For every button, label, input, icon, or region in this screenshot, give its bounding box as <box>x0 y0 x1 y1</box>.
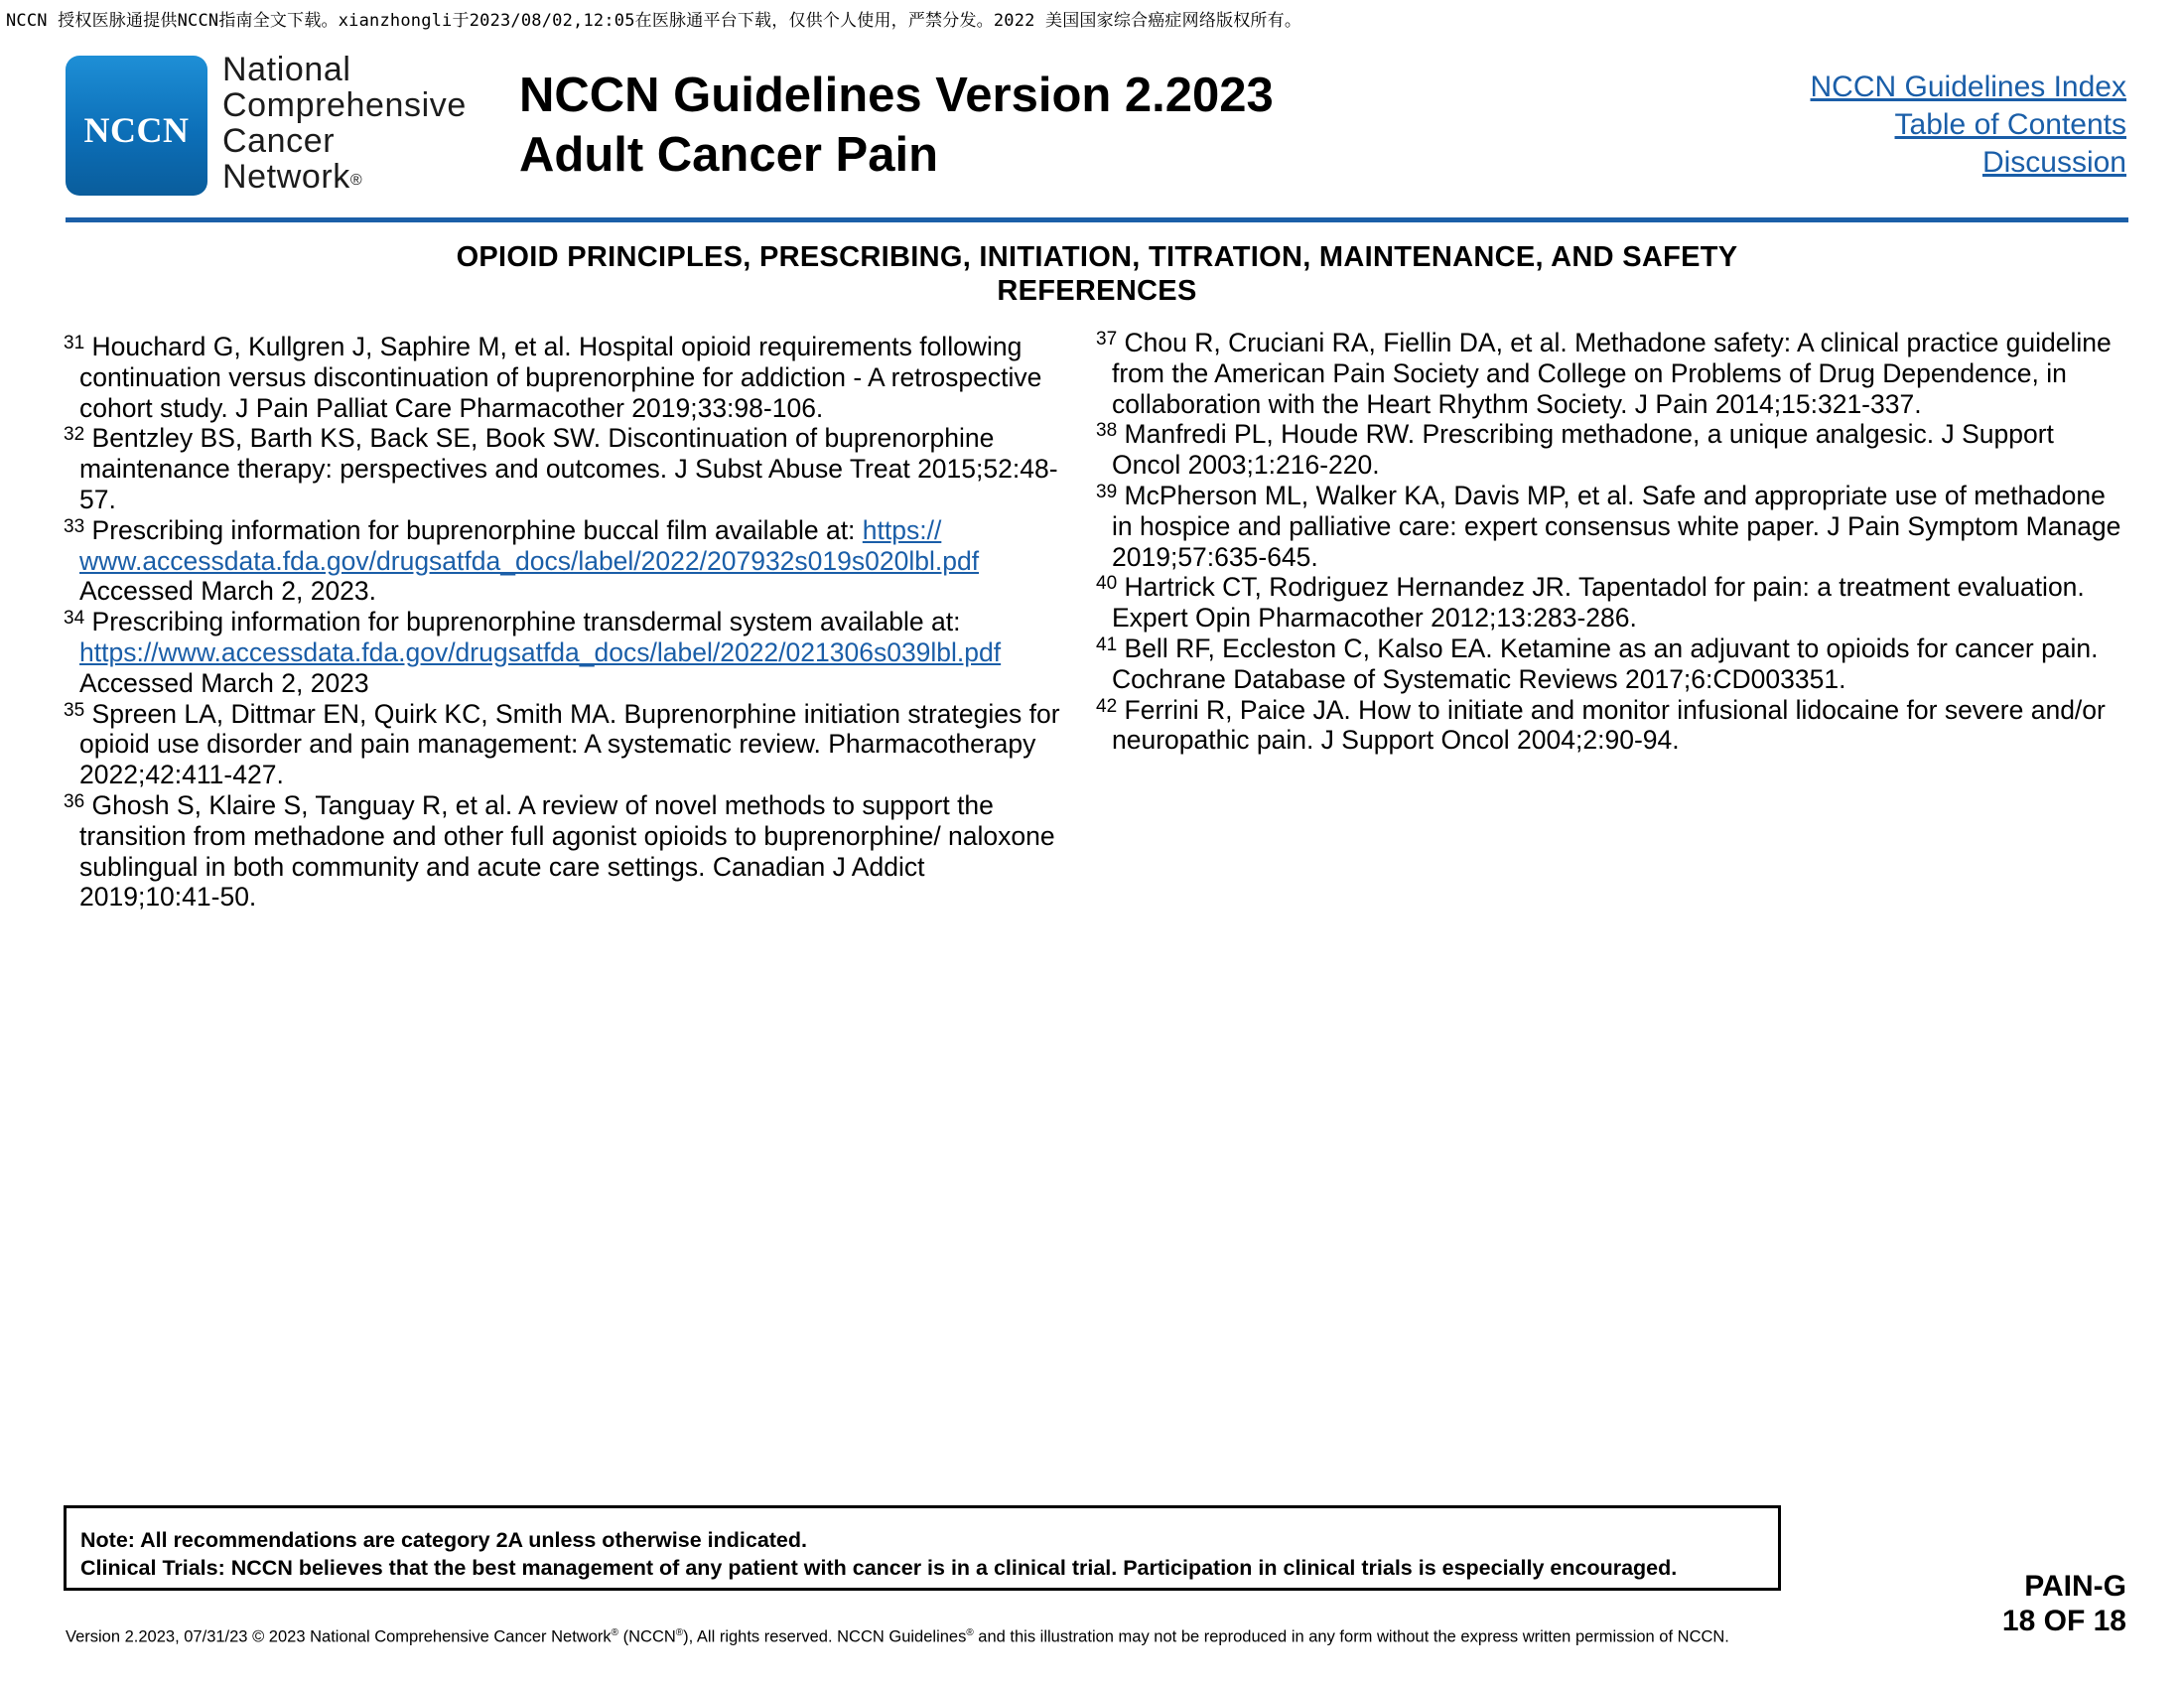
reference-number: 35 <box>64 699 85 721</box>
document-title <box>519 66 1274 185</box>
reference-link[interactable]: https://www.accessdata.fda.gov/drugsatfda_docs/label/2022/021306s039lbl.pdf <box>79 636 1002 667</box>
reference-item <box>64 332 1066 423</box>
guideline-nav <box>1811 69 2126 182</box>
reference-number: 42 <box>1096 695 1118 717</box>
discussion-link[interactable]: Discussion <box>1981 146 2126 179</box>
section-title: OPIOID PRINCIPLES, PRESCRIBING, INITIATION, TITRATION, MAINTENANCE, AND SAFETY <box>456 241 1738 273</box>
registered-mark: ® <box>966 1627 974 1638</box>
reference-item <box>1096 572 2128 633</box>
nccn-logo <box>66 56 207 196</box>
logo-text: NCCN <box>83 109 190 150</box>
reference-number: 33 <box>64 515 85 537</box>
reference-number: 37 <box>1096 329 1118 350</box>
section-subtitle: REFERENCES <box>997 275 1197 307</box>
reference-number: 31 <box>64 333 85 353</box>
reference-item <box>64 515 1066 607</box>
reference-item <box>1096 695 2128 757</box>
reference-text: Ferrini R, Paice JA. How to initiate and monitor infusional lidocaine for severe and/or neuropathic pain. J Support Oncol 2004;2:90-94. <box>1112 694 2106 756</box>
reference-link[interactable]: https:// <box>862 514 942 545</box>
org-name-line: Cancer <box>222 122 336 160</box>
reference-number: 32 <box>64 424 85 446</box>
registered-mark: ® <box>611 1627 619 1638</box>
registered-mark: ® <box>349 172 363 189</box>
references-right-column <box>1096 328 2128 756</box>
reference-item <box>64 607 1066 698</box>
reference-text: Bentzley BS, Barth KS, Back SE, Book SW. Discontinuation of buprenorphine maintenance therapy: perspectives and outcomes. J Subst Abuse Treat 2015;52:48-57. <box>79 423 1058 514</box>
reference-item <box>1096 328 2128 419</box>
recommendation-note-box <box>64 1505 1781 1591</box>
org-name-line: Comprehensive <box>222 86 467 124</box>
reference-text: Ghosh S, Klaire S, Tanguay R, et al. A review of novel methods to support the transition from methadone and other full agonist opioids to buprenorphine/ naloxone sublingual in both community and acute care settings. Canadian J Addict 2019;10:41-50. <box>79 789 1055 913</box>
footer-text: ), All rights reserved. NCCN Guidelines <box>683 1627 967 1646</box>
reference-text: Prescribing information for buprenorphine buccal film available at: <box>91 514 863 545</box>
reference-accessed: Accessed March 2, 2023. <box>79 576 377 607</box>
reference-item <box>64 699 1066 790</box>
clinical-trials-note: Clinical Trials: NCCN believes that the best management of any patient with cancer is in a clinical trial. Participation in clinical trials is especially encouraged. <box>80 1556 1678 1580</box>
reference-accessed: Accessed March 2, 2023 <box>79 667 369 698</box>
registered-mark: ® <box>675 1627 684 1638</box>
reference-number: 39 <box>1096 481 1118 502</box>
footer-text: Version 2.2023, 07/31/23 © 2023 National Comprehensive Cancer Network <box>66 1627 612 1646</box>
reference-item <box>1096 419 2128 481</box>
section-heading <box>66 240 2128 308</box>
reference-item <box>1096 481 2128 572</box>
org-name-network: Network <box>222 158 350 196</box>
references-left-column <box>64 332 1066 913</box>
header-divider <box>66 217 2128 222</box>
reference-text: Spreen LA, Dittmar EN, Quirk KC, Smith MA. Buprenorphine initiation strategies for opioid use disorder and pain management: A systematic review. Pharmacotherapy 2022;42:411-427. <box>79 698 1060 790</box>
reference-text: McPherson ML, Walker KA, Davis MP, et al. Safe and appropriate use of methadone in hospice and palliative care: expert consensus white paper. J Pain Symptom Manage 2019;57:635-645. <box>1112 480 2121 572</box>
reference-number: 38 <box>1096 420 1118 442</box>
guidelines-index-link[interactable]: NCCN Guidelines Index <box>1810 70 2126 103</box>
reference-text: Hartrick CT, Rodriguez Hernandez JR. Tapentadol for pain: a treatment evaluation. Expert Opin Pharmacother 2012;13:283-286. <box>1112 572 2085 633</box>
copyright-footer <box>66 1627 1729 1647</box>
reference-text: Manfredi PL, Houde RW. Prescribing methadone, a unique analgesic. J Support Oncol 2003;1:216-220. <box>1112 419 2054 481</box>
page-code: PAIN-G <box>2024 1570 2126 1603</box>
category-note: Note: All recommendations are category 2A unless otherwise indicated. <box>80 1528 807 1552</box>
reference-item <box>64 790 1066 913</box>
guideline-version-title: NCCN Guidelines Version 2.2023 <box>519 69 1274 122</box>
reference-number: 41 <box>1096 633 1118 655</box>
reference-item <box>64 423 1066 514</box>
footer-text: (NCCN <box>618 1627 676 1646</box>
guideline-topic-title: Adult Cancer Pain <box>519 128 939 182</box>
org-name-line: National <box>222 51 351 88</box>
reference-text: Houchard G, Kullgren J, Saphire M, et al. Hospital opioid requirements following continuation versus discontinuation of buprenorphine for addiction - A retrospective cohort study. J Pain Palliat Care Pharmacother 2019;33:98-106. <box>79 332 1042 423</box>
reference-number: 34 <box>64 608 85 630</box>
watermark-text: NCCN 授权医脉通提供NCCN指南全文下载。xianzhongli于2023/08/02,12:05在医脉通平台下载，仅供个人使用，严禁分发。2022 美国国家综合癌症网络版权所有。 <box>6 11 1302 31</box>
footer-text: and this illustration may not be reproduced in any form without the express written permission of NCCN. <box>973 1627 1729 1646</box>
reference-item <box>1096 633 2128 695</box>
reference-text: Prescribing information for buprenorphine transdermal system available at: <box>91 607 961 637</box>
org-name-line <box>222 159 467 195</box>
organization-name <box>222 52 467 195</box>
reference-number: 40 <box>1096 573 1118 595</box>
page-identifier <box>2002 1569 2126 1638</box>
reference-link[interactable]: www.accessdata.fda.gov/drugsatfda_docs/label/2022/207932s019s020lbl.pdf <box>79 545 980 576</box>
reference-number: 36 <box>64 790 85 812</box>
table-of-contents-link[interactable]: Table of Contents <box>1894 108 2126 141</box>
reference-text: Chou R, Cruciani RA, Fiellin DA, et al. Methadone safety: A clinical practice guideline from the American Pain Society and College on Problems of Drug Dependence, in collaboration with the Heart Rhythm Society. J Pain 2014;15:321-337. <box>1112 328 2112 419</box>
reference-text: Bell RF, Eccleston C, Kalso EA. Ketamine as an adjuvant to opioids for cancer pain. Cochrane Database of Systematic Reviews 2017;6:CD003351. <box>1112 633 2099 694</box>
page-number: 18 OF 18 <box>2001 1605 2126 1637</box>
